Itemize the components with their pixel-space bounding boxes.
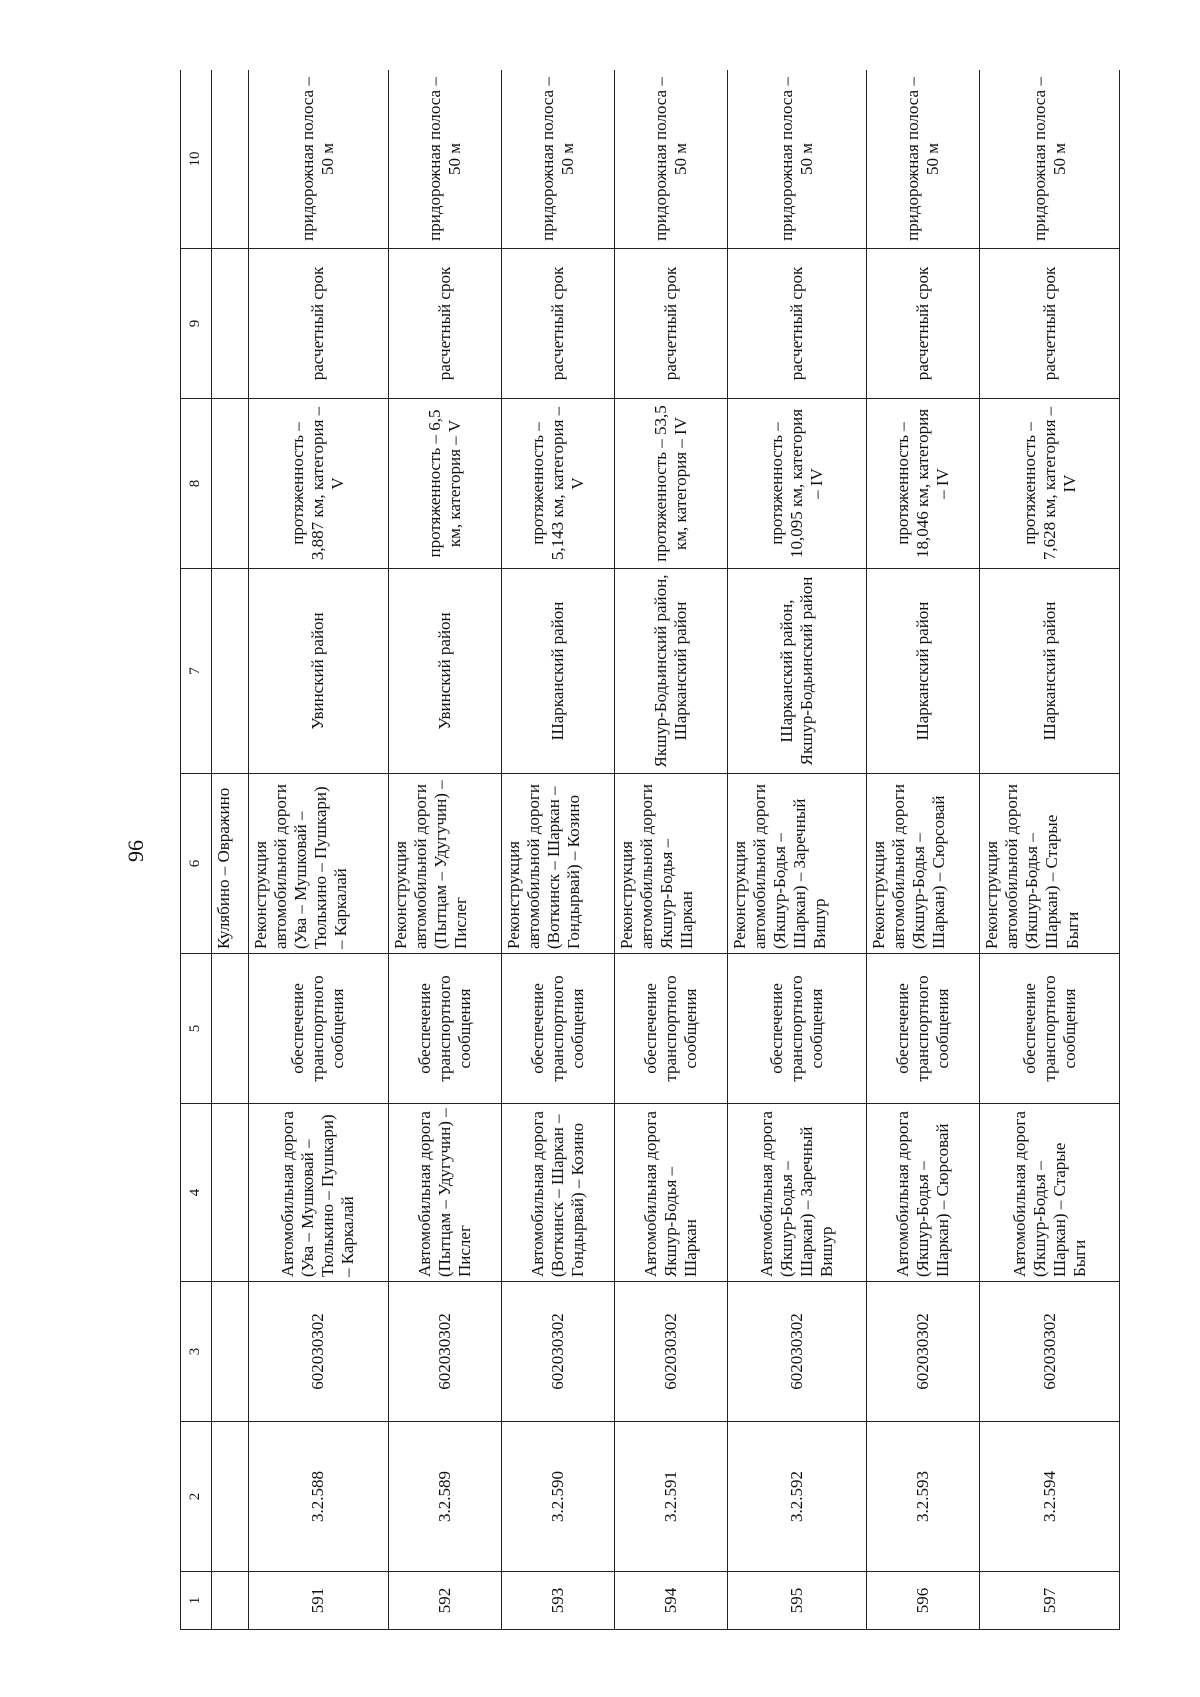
measure-cell: Реконструкция автомобильной дороги (Воткинск – Шаркан – Гондырвай) – Козино: [501, 774, 614, 954]
object-name-cell: Автомобильная дорога (Якшур-Бодья – Шаркан) – Старые Быги: [980, 1104, 1120, 1282]
empty-cell: [212, 70, 249, 249]
measure-cell: Реконструкция автомобильной дороги (Пытцам – Удугучин) – Пислег: [388, 774, 501, 954]
col-number: 6: [181, 774, 212, 954]
location-cell: Шарканский район: [867, 569, 980, 774]
location-cell: Шарканский район, Якшур-Бодьинский район: [727, 569, 867, 774]
zone-cell: придорожная полоса – 50 м: [727, 70, 867, 249]
oktmo-cell: 602030302: [867, 1282, 980, 1422]
location-cell: Увинский район: [388, 569, 501, 774]
table-row: [867, 70, 980, 1630]
carryover-row: [212, 70, 249, 1630]
empty-cell: [212, 1104, 249, 1282]
term-cell: расчетный срок: [867, 249, 980, 399]
zone-cell: придорожная полоса – 50 м: [614, 70, 727, 249]
measure-cell: Реконструкция автомобильной дороги Якшур-Бодья – Шаркан: [614, 774, 727, 954]
characteristics-cell: протяженность – 5,143 км, категория – V: [501, 399, 614, 569]
purpose-cell: обеспечение транспортного сообщения: [249, 954, 389, 1104]
table-row: [388, 70, 501, 1630]
col-number: 2: [181, 1422, 212, 1572]
col-number: 4: [181, 1104, 212, 1282]
zone-cell: придорожная полоса – 50 м: [501, 70, 614, 249]
table-row: [614, 70, 727, 1630]
page-number: 96: [123, 840, 148, 862]
col-number: 3: [181, 1282, 212, 1422]
row-number-cell: 593: [501, 1572, 614, 1630]
characteristics-cell: протяженность – 7,628 км, категория – IV: [980, 399, 1120, 569]
characteristics-cell: протяженность – 10,095 км, категория – IV: [727, 399, 867, 569]
col-number: 7: [181, 569, 212, 774]
code-cell: 3.2.594: [980, 1422, 1120, 1572]
purpose-cell: обеспечение транспортного сообщения: [980, 954, 1120, 1104]
col-number: 9: [181, 249, 212, 399]
empty-cell: [212, 399, 249, 569]
measure-cell: Реконструкция автомобильной дороги (Ува – Мушковай – Тюлькино – Пушкари) – Каркалай: [249, 774, 389, 954]
table-row: [727, 70, 867, 1630]
zone-cell: придорожная полоса – 50 м: [388, 70, 501, 249]
object-name-cell: Автомобильная дорога (Якшур-Бодья – Шаркан) – Сюрсовай: [867, 1104, 980, 1282]
table-row: [501, 70, 614, 1630]
zone-cell: придорожная полоса – 50 м: [867, 70, 980, 249]
row-number-cell: 597: [980, 1572, 1120, 1630]
characteristics-cell: протяженность – 53,5 км, категория – IV: [614, 399, 727, 569]
empty-cell: [212, 1422, 249, 1572]
location-cell: Шарканский район: [980, 569, 1120, 774]
purpose-cell: обеспечение транспортного сообщения: [867, 954, 980, 1104]
col-number: 5: [181, 954, 212, 1104]
term-cell: расчетный срок: [501, 249, 614, 399]
characteristics-cell: протяженность – 3,887 км, категория – V: [249, 399, 389, 569]
empty-cell: [212, 1282, 249, 1422]
code-cell: 3.2.589: [388, 1422, 501, 1572]
oktmo-cell: 602030302: [249, 1282, 389, 1422]
empty-cell: [212, 1572, 249, 1630]
object-name-cell: Автомобильная дорога (Ува – Мушковай – Тюлькино – Пушкари) – Каркалай: [249, 1104, 389, 1282]
empty-cell: [212, 249, 249, 399]
table-viewport: [180, 70, 1120, 1630]
object-name-cell: Автомобильная дорога Якшур-Бодья – Шаркан: [614, 1104, 727, 1282]
code-cell: 3.2.588: [249, 1422, 389, 1572]
term-cell: расчетный срок: [249, 249, 389, 399]
purpose-cell: обеспечение транспортного сообщения: [501, 954, 614, 1104]
purpose-cell: обеспечение транспортного сообщения: [388, 954, 501, 1104]
term-cell: расчетный срок: [980, 249, 1120, 399]
characteristics-cell: протяженность – 6,5 км, категория – V: [388, 399, 501, 569]
location-cell: Якшур-Бодьинский район, Шарканский район: [614, 569, 727, 774]
measure-cell: Реконструкция автомобильной дороги (Якшур-Бодья – Шаркан) – Сюрсовай: [867, 774, 980, 954]
zone-cell: придорожная полоса – 50 м: [980, 70, 1120, 249]
characteristics-cell: протяженность – 18,046 км, категория – IV: [867, 399, 980, 569]
empty-cell: [212, 954, 249, 1104]
empty-cell: [212, 569, 249, 774]
purpose-cell: обеспечение транспортного сообщения: [727, 954, 867, 1104]
term-cell: расчетный срок: [388, 249, 501, 399]
row-number-cell: 596: [867, 1572, 980, 1630]
oktmo-cell: 602030302: [501, 1282, 614, 1422]
oktmo-cell: 602030302: [614, 1282, 727, 1422]
purpose-cell: обеспечение транспортного сообщения: [614, 954, 727, 1104]
zone-cell: придорожная полоса – 50 м: [249, 70, 389, 249]
location-cell: Увинский район: [249, 569, 389, 774]
row-number-cell: 594: [614, 1572, 727, 1630]
col-number: 8: [181, 399, 212, 569]
oktmo-cell: 602030302: [980, 1282, 1120, 1422]
term-cell: расчетный срок: [614, 249, 727, 399]
location-cell: Шарканский район: [501, 569, 614, 774]
oktmo-cell: 602030302: [388, 1282, 501, 1422]
col-number: 1: [181, 1572, 212, 1630]
measure-cell: Реконструкция автомобильной дороги (Якшур-Бодья – Шаркан) – Заречный Вишур: [727, 774, 867, 954]
row-number-cell: 595: [727, 1572, 867, 1630]
code-cell: 3.2.592: [727, 1422, 867, 1572]
row-number-cell: 592: [388, 1572, 501, 1630]
oktmo-cell: 602030302: [727, 1282, 867, 1422]
term-cell: расчетный срок: [727, 249, 867, 399]
measure-cell: Реконструкция автомобильной дороги (Якшур-Бодья – Шаркан) – Старые Быги: [980, 774, 1120, 954]
object-name-cell: Автомобильная дорога (Воткинск – Шаркан – Гондырвай) – Козино: [501, 1104, 614, 1282]
carryover-measure-cell: Кулябино – Овражино: [212, 774, 249, 954]
object-name-cell: Автомобильная дорога (Пытцам – Удугучин) – Пислег: [388, 1104, 501, 1282]
objects-table: [180, 70, 1120, 1630]
object-name-cell: Автомобильная дорога (Якшур-Бодья – Шаркан) – Заречный Вишур: [727, 1104, 867, 1282]
row-number-cell: 591: [249, 1572, 389, 1630]
col-number: 10: [181, 70, 212, 249]
table-row: [980, 70, 1120, 1630]
column-numbers-row: [181, 70, 212, 1630]
rotated-table: [180, 70, 1120, 1630]
table-row: [249, 70, 389, 1630]
code-cell: 3.2.591: [614, 1422, 727, 1572]
code-cell: 3.2.590: [501, 1422, 614, 1572]
code-cell: 3.2.593: [867, 1422, 980, 1572]
